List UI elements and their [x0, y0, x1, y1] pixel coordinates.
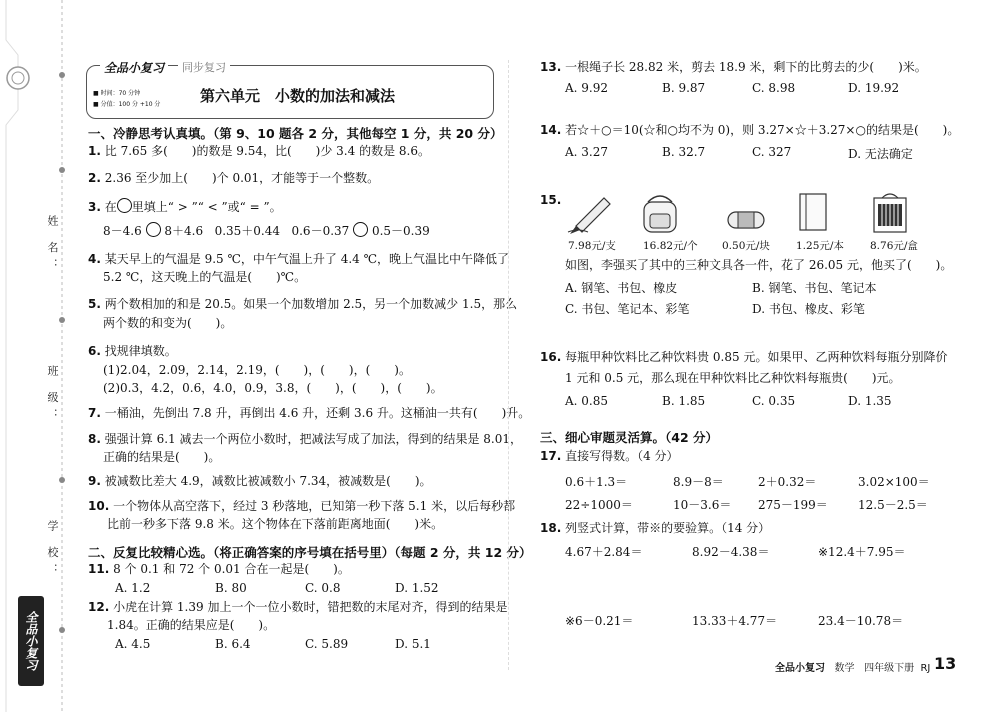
unit-title: 第六单元 小数的加法和减法	[200, 87, 396, 105]
score-icon: ■	[93, 101, 99, 108]
q16-option-a[interactable]: A. 0.85	[565, 394, 609, 408]
question-7: 7. 一桶油，先倒出 7.8 升，再倒出 4.6 升，还剩 3.6 升。这桶油一共有( )升。	[88, 406, 531, 420]
header-score: ■ 分值：100 分 +10 分	[93, 101, 161, 108]
question-8: 8. 强强计算 6.1 减去一个两位小数时，把减法写成了加法，得到的结果是 8.01，	[88, 432, 522, 446]
q18-item: ※6－0.21＝	[565, 614, 634, 628]
q14-option-a[interactable]: A. 3.27	[565, 145, 609, 159]
q17-item: 275－199＝	[758, 498, 828, 512]
header-time: ■ 时间：70 分钟	[93, 90, 141, 97]
sidebar-logo: 全品小复习	[18, 596, 44, 686]
question-8-line2: 正确的结果是( )。	[103, 450, 221, 464]
expression: 8＋4.6	[164, 224, 204, 238]
color-pens-price: 8.76元/盒	[870, 240, 918, 252]
q17-item: 0.6＋1.3＝	[565, 475, 628, 489]
question-5-line2: 两个数的和变为( )。	[103, 316, 233, 330]
q15-option-a[interactable]: A. 钢笔、书包、橡皮	[565, 281, 678, 295]
q15-option-b[interactable]: B. 钢笔、书包、笔记本	[752, 281, 877, 295]
question-6-sub1: (1)2.04，2.09，2.14，2.19，( )，( )，( )。	[103, 363, 411, 377]
q18-item: 4.67＋2.84＝	[565, 545, 643, 559]
question-16: 16. 每瓶甲种饮料比乙种饮料贵 0.85 元。如果甲、乙两种饮料每瓶分别降价	[540, 350, 948, 364]
question-3: 3. 在 里填上“ > ”“ < ”或“ = ”。	[88, 200, 282, 214]
question-6: 6. 找规律填数。	[88, 344, 177, 358]
compare-circle-icon	[117, 198, 132, 213]
question-5: 5. 两个数相加的和是 20.5。如果一个加数增加 2.5，另一个加数减少 1.5，那么	[88, 297, 518, 311]
section1-title: 一、冷静思考认真填。（第 9、10 题各 2 分，其他每空 1 分，共 20 分）	[88, 126, 503, 141]
header-brand: 全品小复习	[100, 59, 168, 76]
q15-option-c[interactable]: C. 书包、笔记本、彩笔	[565, 302, 690, 316]
q14-option-c[interactable]: C. 327	[752, 145, 792, 159]
q17-item: 22÷1000＝	[565, 498, 633, 512]
question-16-line2: 1 元和 0.5 元，那么现在甲种饮料比乙种饮料每瓶贵( )元。	[565, 371, 901, 385]
q14-option-b[interactable]: B. 32.7	[662, 145, 706, 159]
question-15: 15.	[540, 193, 562, 207]
notebook-icon	[800, 194, 826, 230]
q13-option-a[interactable]: A. 9.92	[565, 81, 609, 95]
question-18: 18. 列竖式计算，带※的要验算。（14 分）	[540, 521, 771, 535]
question-9: 9. 被减数比差大 4.9，减数比被减数小 7.34，被减数是( )。	[88, 474, 432, 488]
q11-option-d[interactable]: D. 1.52	[395, 581, 439, 595]
header-tag: 同步复习	[178, 59, 230, 75]
color-pens-box-icon	[874, 194, 906, 232]
footer-brand: 全品小复习	[775, 663, 825, 674]
eraser-icon	[728, 212, 764, 228]
question-14: 14. 若☆＋○＝10(☆和○均不为 0)，则 3.27×☆＋3.27×○的结果是( )。	[540, 123, 960, 137]
binding-sidebar	[0, 0, 70, 712]
eraser-price: 0.50元/块	[722, 240, 770, 252]
pen-price: 7.98元/支	[568, 240, 616, 252]
question-11: 11. 8 个 0.1 和 72 个 0.01 合在一起是( )。	[88, 562, 350, 576]
notebook-price: 1.25元/本	[796, 240, 844, 252]
q16-option-b[interactable]: B. 1.85	[662, 394, 706, 408]
expression: 0.35＋0.44	[214, 224, 281, 238]
footer-info	[775, 659, 930, 674]
expression: 0.5－0.39	[371, 224, 430, 238]
question-6-sub2: (2)0.3，4.2，0.6，4.0，0.9，3.8，( )，( )，( )。	[103, 381, 443, 395]
column-divider	[508, 60, 509, 670]
question-12-line2: 1.84。正确的结果应是( )。	[107, 618, 276, 632]
q16-option-c[interactable]: C. 0.35	[752, 394, 796, 408]
question-2: 2. 2.36 至少加上( )个 0.01，才能等于一个整数。	[88, 171, 380, 185]
clock-icon: ■	[93, 90, 99, 97]
question-10: 10. 一个物体从高空落下，经过 3 秒落地，已知第一秒下落 5.1 米，以后每秒都	[88, 499, 516, 513]
q18-item: 13.33＋4.77＝	[692, 614, 778, 628]
question-3-exprs	[103, 222, 430, 238]
school-field-label: 学 校：	[46, 520, 59, 581]
name-field-label: 姓 名：	[46, 215, 59, 276]
question-12: 12. 小虎在计算 1.39 加上一个一位小数时，错把数的末尾对齐，得到的结果是	[88, 600, 508, 614]
question-4: 4. 某天早上的气温是 9.5 ℃，中午气温上升了 4.4 ℃，晚上气温比中午降低了	[88, 252, 510, 266]
footer-grade: 四年级下册	[864, 663, 915, 674]
section3-title: 三、细心审题灵活算。（42 分）	[540, 430, 718, 445]
schoolbag-icon	[644, 196, 676, 232]
footer-edition: RJ	[920, 663, 931, 674]
answer-circle[interactable]	[353, 222, 368, 237]
stationery-pictures	[560, 190, 930, 235]
q13-option-c[interactable]: C. 8.98	[752, 81, 796, 95]
question-1: 1. 比 7.65 多( )的数是 9.54，比( )少 3.4 的数是 8.6。	[88, 144, 430, 158]
fountain-pen-icon	[568, 198, 610, 234]
page-number: 13	[934, 654, 957, 673]
q13-option-b[interactable]: B. 9.87	[662, 81, 706, 95]
q17-item: 3.02×100＝	[858, 475, 930, 489]
question-13: 13. 一根绳子长 28.82 米，剪去 18.9 米，剩下的比剪去的少( )米。	[540, 60, 927, 74]
q12-option-c[interactable]: C. 5.89	[305, 637, 349, 651]
q18-item: ※12.4＋7.95＝	[818, 545, 906, 559]
q13-option-d[interactable]: D. 19.92	[848, 81, 900, 95]
q14-option-d[interactable]: D. 无法确定	[848, 147, 913, 161]
q17-item: 12.5－2.5＝	[858, 498, 928, 512]
question-15-text: 如图，李强买了其中的三种文具各一件，花了 26.05 元，他买了( )。	[565, 258, 953, 272]
q11-option-b[interactable]: B. 80	[215, 581, 247, 595]
q18-item: 23.4－10.78＝	[818, 614, 904, 628]
q11-option-c[interactable]: C. 0.8	[305, 581, 341, 595]
q17-item: 8.9－8＝	[673, 475, 724, 489]
q18-item: 8.92－4.38＝	[692, 545, 770, 559]
question-10-line2: 比前一秒多下落 9.8 米。这个物体在下落前距离地面( )米。	[107, 517, 444, 531]
class-field-label: 班 级：	[46, 365, 59, 426]
q17-item: 2＋0.32＝	[758, 475, 817, 489]
q12-option-b[interactable]: B. 6.4	[215, 637, 251, 651]
q15-option-d[interactable]: D. 书包、橡皮、彩笔	[752, 302, 865, 316]
question-4-line2: 5.2 ℃，这天晚上的气温是( )℃。	[103, 270, 307, 284]
expression: 8－4.6	[103, 224, 142, 238]
q12-option-a[interactable]: A. 4.5	[115, 637, 151, 651]
question-17: 17. 直接写得数。（4 分）	[540, 449, 679, 463]
schoolbag-price: 16.82元/个	[643, 240, 698, 252]
q17-item: 10－3.6＝	[673, 498, 732, 512]
q12-option-d[interactable]: D. 5.1	[395, 637, 431, 651]
q11-option-a[interactable]: A. 1.2	[115, 581, 151, 595]
expression: 0.6－0.37	[291, 224, 350, 238]
q16-option-d[interactable]: D. 1.35	[848, 394, 892, 408]
section2-title: 二、反复比较精心选。（将正确答案的序号填在括号里）（每题 2 分，共 12 分）	[88, 545, 532, 560]
answer-circle[interactable]	[146, 222, 161, 237]
footer-subject: 数学	[834, 663, 855, 674]
